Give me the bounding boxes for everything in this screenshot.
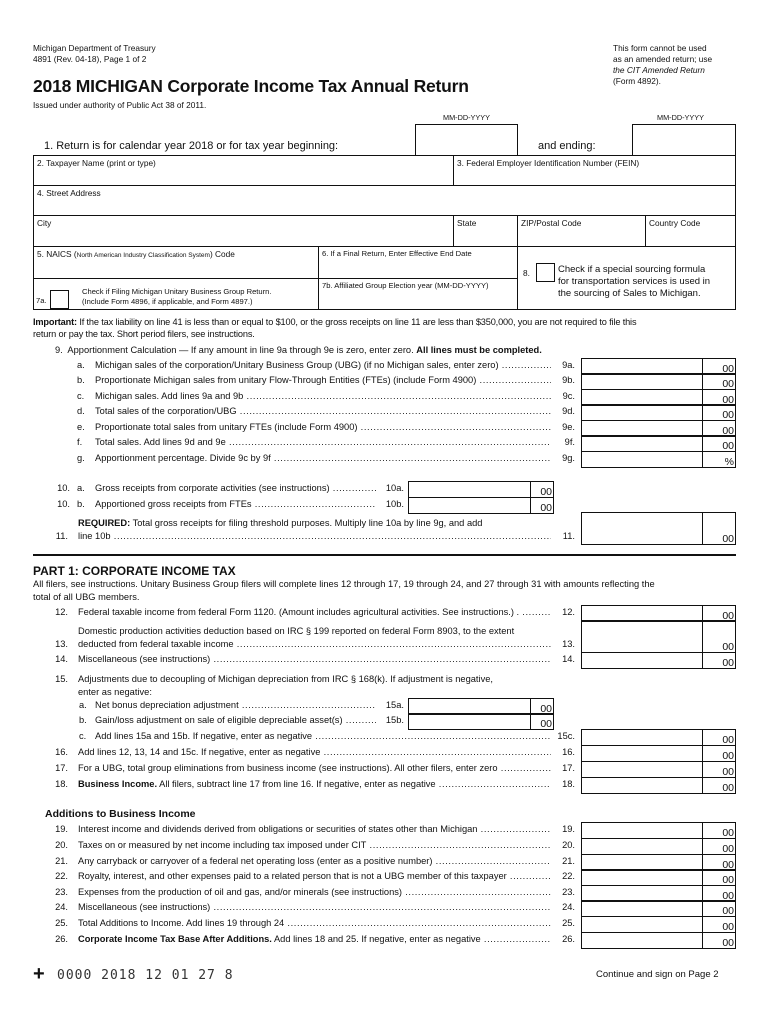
line-text-part: Taxes on or measured by net income including tax imposed under CIT	[78, 840, 367, 850]
line-17	[0, 762, 770, 778]
line-text-part: Gross receipts from corporate activities (see instructions)	[95, 483, 330, 493]
line-ref: 19.	[562, 824, 575, 834]
line-15a	[0, 699, 770, 715]
line-letter: g.	[77, 453, 85, 463]
line-letter: a.	[77, 360, 85, 370]
field-label: 6. If a Final Return, Enter Effective End Date	[322, 249, 472, 258]
line-9e	[0, 421, 770, 437]
line-ref: 13.	[562, 639, 575, 649]
amount-input-15b[interactable]	[408, 713, 554, 730]
form-revision: 4891 (Rev. 04-18), Page 1 of 2	[33, 54, 147, 64]
line-19	[0, 823, 770, 839]
line-text-part: Total gross receipts for filing threshold purposes. Multiply line 10a by line 9g, and add	[130, 518, 483, 528]
line-number: 12.	[55, 607, 68, 617]
notice-line: This form cannot be used	[613, 43, 707, 53]
street-address-field[interactable]	[33, 185, 736, 216]
date-format-label: MM-DD-YYYY	[657, 113, 705, 122]
line-number: 19.	[55, 824, 68, 834]
field-label: North American Industry Classification System	[76, 252, 210, 259]
line-number: 22.	[55, 871, 68, 881]
line-15b	[0, 714, 770, 730]
line-letter: a.	[79, 700, 87, 710]
line-ref: 18.	[562, 779, 575, 789]
authority-note: Issued under authority of Public Act 38 of 2011.	[33, 100, 207, 110]
line-text: Adjustments due to decoupling of Michigan depreciation from IRC § 168(k). If adjustment is negative,	[78, 674, 493, 684]
line-ref: 25.	[562, 918, 575, 928]
part1-title: PART 1: CORPORATE INCOME TAX	[33, 564, 236, 578]
cents-field-25: 00	[702, 916, 735, 933]
line-ref: 9d.	[562, 406, 575, 416]
important-text: return or pay the tax. Short period filers, see instructions.	[33, 329, 255, 339]
line-label	[95, 482, 376, 495]
sourcing-formula-section	[517, 246, 736, 310]
date-format-label: MM-DD-YYYY	[443, 113, 491, 122]
line-label	[95, 436, 551, 449]
line-label	[78, 901, 551, 914]
line-label	[78, 933, 551, 946]
line-label	[95, 405, 551, 418]
line-bold-text: Corporate Income Tax Base After Additions.	[78, 934, 272, 944]
line-20	[0, 839, 770, 855]
plus-mark: +	[33, 963, 45, 985]
line-ref: 9b.	[562, 375, 575, 385]
line-16	[0, 746, 770, 762]
cents-field-18: 00	[702, 777, 735, 794]
line-label	[78, 762, 551, 775]
line-9d	[0, 405, 770, 421]
line-text-part: Gain/loss adjustment on sale of eligible depreciable asset(s)	[95, 715, 343, 725]
naics-field[interactable]	[33, 246, 319, 279]
cents-field-15c: 00	[702, 729, 735, 746]
line-label	[78, 653, 551, 666]
ubg-return-section	[33, 278, 319, 310]
cents-field-9e: 00	[702, 420, 735, 437]
ubg-text: Check if Filing Michigan Unitary Business Group Return.	[82, 287, 272, 296]
ubg-return-checkbox[interactable]	[50, 290, 69, 309]
cents-field-9f: 00	[702, 435, 735, 452]
sourcing-text-line: the sourcing of Sales to Michigan.	[558, 288, 701, 299]
line-letter: a.	[77, 483, 85, 493]
line-text-part: Net bonus depreciation adjustment	[95, 700, 239, 710]
amount-input-15c[interactable]	[581, 729, 736, 746]
line-15c	[0, 730, 770, 746]
field-label: 7b. Affiliated Group Election year (MM-DD-YYYY)	[322, 281, 489, 290]
amended-notice	[613, 43, 712, 87]
continue-note: Continue and sign on Page 2	[596, 969, 719, 980]
line-ref: 15a.	[385, 700, 404, 710]
sourcing-text	[558, 264, 710, 300]
cents-field-9c: 00	[702, 389, 735, 406]
line-number: 15.	[55, 674, 68, 684]
line-label	[95, 714, 376, 727]
line-text: enter as negative:	[78, 687, 152, 697]
line-label	[78, 778, 551, 791]
cents-field-21: 00	[702, 854, 735, 871]
line-ref: 21.	[562, 856, 575, 866]
barcode-text: 0000 2018 12 01 27 8	[57, 968, 234, 983]
amount-input-26[interactable]	[581, 932, 736, 949]
line-number: 10.	[57, 499, 70, 509]
sourcing-formula-checkbox[interactable]	[536, 263, 555, 282]
important-note	[33, 316, 636, 340]
amount-input-9g[interactable]	[581, 451, 736, 468]
amount-input-9f[interactable]	[581, 435, 736, 452]
line-25	[0, 917, 770, 933]
sourcing-text-line: Check if a special sourcing formula	[558, 264, 706, 275]
line-text-part: Domestic production activities deduction based on IRC § 199 reported on federal Form 8903, to the extent	[78, 626, 515, 636]
and-ending-label: and ending:	[538, 140, 596, 152]
line-number: 20.	[55, 840, 68, 850]
line9-text: Apportionment Calculation — If any amount in line 9a through 9e is zero, enter zero.	[67, 345, 417, 355]
line-9c	[0, 390, 770, 406]
line-label	[78, 917, 551, 930]
line-label	[95, 390, 551, 403]
cents-field-17: 00	[702, 761, 735, 778]
line-text-part: Proportionate total sales from unitary FTEs (include Form 4900)	[95, 422, 358, 432]
line-bold-text: Business Income.	[78, 779, 158, 789]
line-ref: 9g.	[562, 453, 575, 463]
cents-field-9b: 00	[702, 373, 735, 390]
line-text-part: Miscellaneous (see instructions)	[78, 902, 211, 912]
line-21	[0, 855, 770, 871]
line1-label: 1. Return is for calendar year 2018 or for tax year beginning:	[44, 140, 339, 152]
affiliated-group-year-field[interactable]	[318, 278, 518, 310]
line-label	[78, 530, 551, 543]
line-ref: 9a.	[562, 360, 575, 370]
final-return-date-field[interactable]	[318, 246, 518, 279]
part1-description	[33, 578, 655, 603]
line-ref: 24.	[562, 902, 575, 912]
amount-input-17[interactable]	[581, 761, 736, 778]
cents-field-22: 00	[702, 869, 735, 886]
cents-field-14: 00	[702, 652, 735, 669]
line-14	[0, 653, 770, 669]
amount-input-19[interactable]	[581, 822, 736, 839]
line-number: 10.	[57, 483, 70, 493]
line-ref: 11.	[562, 531, 575, 541]
line-ref: 10a.	[385, 483, 404, 493]
line-number: 13.	[55, 639, 68, 649]
line-bold-text: REQUIRED:	[78, 518, 131, 528]
cents-field-11: 00	[702, 512, 735, 545]
line-9b	[0, 374, 770, 390]
line-number: 25.	[55, 918, 68, 928]
line-label	[78, 839, 551, 852]
line-label	[95, 374, 551, 387]
cents-field-16: 00	[702, 745, 735, 762]
line-number: 26.	[55, 934, 68, 944]
line-label	[78, 823, 551, 836]
line-label	[95, 359, 551, 372]
important-text: If the tax liability on line 41 is less than or equal to $100, or the gross receipts on line 11 are less than $350,000, you are not required to file this	[76, 317, 637, 327]
line-23	[0, 886, 770, 902]
line-label	[78, 886, 551, 899]
field-label: 3. Federal Employer Identification Number (FEIN)	[457, 158, 640, 168]
line-number: 14.	[55, 654, 68, 664]
important-label: Important:	[33, 317, 77, 327]
line-9a	[0, 359, 770, 375]
line-letter: d.	[77, 406, 85, 416]
line-text-part: Proportionate Michigan sales from unitary Flow-Through Entities (FTEs) (include Form 4900)	[95, 375, 477, 385]
line-text	[78, 517, 482, 530]
cents-field-24: 00	[702, 900, 735, 917]
line-letter: c.	[77, 391, 85, 401]
line-text-part: Miscellaneous (see instructions)	[78, 654, 211, 664]
line-18	[0, 778, 770, 794]
line-letter: b.	[77, 499, 85, 509]
notice-line: as an amended return; use	[613, 54, 713, 64]
line-ref: 23.	[562, 887, 575, 897]
line-15	[0, 673, 770, 697]
cents-field-9d: 00	[702, 404, 735, 421]
page-title: 2018 MICHIGAN Corporate Income Tax Annual Return	[33, 76, 469, 96]
description-line: total of all UBG members.	[33, 591, 140, 602]
line-label	[78, 606, 551, 619]
line-10b	[0, 498, 770, 514]
cents-field-9g: %	[702, 451, 735, 468]
line-10a	[0, 482, 770, 498]
line-label	[78, 855, 551, 868]
line-number: 18.	[55, 779, 68, 789]
line-label	[78, 638, 551, 651]
line-11	[0, 518, 770, 545]
line-letter: b.	[77, 375, 85, 385]
line-text-part: Royalty, interest, and other expenses paid to a related person that is not a UBG member of this taxpayer	[78, 871, 507, 881]
cents-field-23: 00	[702, 885, 735, 902]
section-divider	[33, 554, 736, 556]
line9-bold-text: All lines must be completed.	[416, 345, 542, 355]
cents-field-15a: 00	[530, 698, 553, 715]
line-number: 9.	[55, 345, 63, 355]
line-ref: 22.	[562, 871, 575, 881]
cents-field-12: 00	[702, 605, 735, 622]
line-13	[0, 626, 770, 653]
line-text-part: Total sales of the corporation/UBG	[95, 406, 237, 416]
field-label: ZIP/Postal Code	[521, 218, 582, 228]
line-ref: 15b.	[385, 715, 404, 725]
amount-input-13[interactable]	[581, 620, 736, 653]
cents-field-26: 00	[702, 932, 735, 949]
amount-input-9d[interactable]	[581, 404, 736, 421]
line-number: 16.	[55, 747, 68, 757]
line-text-part: Apportioned gross receipts from FTEs	[95, 499, 252, 509]
line-text-part: line 10b	[78, 531, 111, 541]
notice-line: the CIT Amended Return	[613, 65, 705, 75]
cents-field-20: 00	[702, 838, 735, 855]
line-label	[95, 421, 551, 434]
line-number: 24.	[55, 902, 68, 912]
line-9g	[0, 452, 770, 468]
zip-field[interactable]	[517, 215, 646, 247]
field-label: State	[457, 218, 477, 228]
line-ref: 10b.	[385, 499, 404, 509]
line-number: 21.	[55, 856, 68, 866]
field-label: City	[37, 218, 52, 228]
line-ref: 26.	[562, 934, 575, 944]
cents-field-9a: 00	[702, 358, 735, 375]
line-text-part: Total Additions to Income. Add lines 19 through 24	[78, 918, 285, 928]
line-ref: 9c.	[562, 391, 575, 401]
line9-heading	[55, 345, 542, 355]
line-number: 11.	[55, 531, 68, 541]
line-ref: 12.	[562, 607, 575, 617]
line-label	[78, 746, 551, 759]
city-field[interactable]	[33, 215, 454, 247]
cents-field-10b: 00	[530, 497, 553, 514]
amount-input-11[interactable]	[581, 512, 736, 545]
fein-field[interactable]	[453, 155, 736, 186]
line-letter: f.	[77, 437, 83, 447]
line-text-part: Michigan sales. Add lines 9a and 9b	[95, 391, 244, 401]
state-field[interactable]	[453, 215, 518, 247]
cents-field-19: 00	[702, 822, 735, 839]
tax-year-begin-input[interactable]	[415, 124, 518, 156]
line-text-part: Apportionment percentage. Divide 9c by 9f	[95, 453, 271, 463]
amount-input-22[interactable]	[581, 869, 736, 886]
line-text-part: For a UBG, total group eliminations from business income (see instructions). All other filers, enter zero	[78, 763, 498, 773]
line-ref: 16.	[562, 747, 575, 757]
line-text-part: Expenses from the production of oil and gas, and/or minerals (see instructions)	[78, 887, 403, 897]
line-number: 17.	[55, 763, 68, 773]
field-label: 4. Street Address	[37, 188, 101, 198]
tax-year-end-input[interactable]	[632, 124, 736, 156]
amount-input-10b[interactable]	[408, 497, 554, 514]
field-label: ) Code	[209, 249, 235, 259]
line-text-part: Michigan sales of the corporation/Unitary Business Group (UBG) (if no Michigan sales, enter zero)	[95, 360, 499, 370]
line-text-part: Interest income and dividends derived from obligations or securities of states other than Michigan	[78, 824, 478, 834]
line8-label: 8.	[523, 268, 530, 278]
line-text-part: Add lines 18 and 25. If negative, enter as negative	[271, 934, 481, 944]
amount-input-25[interactable]	[581, 916, 736, 933]
field-label: 5. NAICS (	[37, 249, 77, 259]
line-22	[0, 870, 770, 886]
line-text-part: deducted from federal taxable income	[78, 639, 234, 649]
description-line: All filers, see instructions. Unitary Business Group filers will complete lines 12 through 17, 19 through 24, and 27 through 31 with amounts reflecting the	[33, 579, 655, 589]
line-label	[95, 730, 551, 743]
line-12	[0, 606, 770, 622]
amount-input-14[interactable]	[581, 652, 736, 669]
line-text-part: Federal taxable income from federal Form 1120. (Amount includes agricultural activities. See instructions.) .	[78, 607, 520, 617]
line-ref: 9f.	[564, 437, 575, 447]
line-label	[95, 452, 551, 465]
ubg-text: (Include Form 4896, if applicable, and Form 4897.)	[82, 297, 253, 306]
line-label	[78, 870, 551, 883]
line-ref: 9e.	[562, 422, 575, 432]
sourcing-text-line: for transportation services is used in	[558, 276, 711, 287]
amount-input-24[interactable]	[581, 900, 736, 917]
line-text-part: Add lines 15a and 15b. If negative, enter as negative	[95, 731, 313, 741]
field-label: 2. Taxpayer Name (print or type)	[37, 158, 156, 168]
line-letter: c.	[79, 731, 87, 741]
amount-input-20[interactable]	[581, 838, 736, 855]
line-text-part: Total sales. Add lines 9d and 9e	[95, 437, 226, 447]
line-24	[0, 901, 770, 917]
amount-input-16[interactable]	[581, 745, 736, 762]
line-label	[95, 699, 376, 712]
line-text	[78, 625, 514, 638]
line-26	[0, 933, 770, 949]
line-text-part: All filers, subtract line 17 from line 16. If negative, enter as negative	[157, 779, 436, 789]
department: Michigan Department of Treasury	[33, 43, 156, 53]
cents-field-13: 00	[702, 620, 735, 653]
notice-line: (Form 4892).	[613, 76, 661, 86]
taxpayer-name-field[interactable]	[33, 155, 454, 186]
cents-field-15b: 00	[530, 713, 553, 730]
amount-input-10a[interactable]	[408, 481, 554, 498]
amount-input-9b[interactable]	[581, 373, 736, 390]
line-letter: e.	[77, 422, 85, 432]
line-ref: 14.	[562, 654, 575, 664]
field-label: Country Code	[649, 218, 701, 228]
line-letter: b.	[79, 715, 87, 725]
line7a-label: 7a.	[36, 296, 47, 305]
line-ref: 17.	[562, 763, 575, 773]
additions-title: Additions to Business Income	[45, 808, 196, 820]
country-code-field[interactable]	[645, 215, 736, 247]
line-9f	[0, 436, 770, 452]
amount-input-18[interactable]	[581, 777, 736, 794]
line-ref: 20.	[562, 840, 575, 850]
line-ref: 15c.	[557, 731, 575, 741]
cents-field-10a: 00	[530, 481, 553, 498]
line-text-part: Add lines 12, 13, 14 and 15c. If negative, enter as negative	[78, 747, 321, 757]
line-number: 23.	[55, 887, 68, 897]
line-text-part: Any carryback or carryover of a federal net operating loss (enter as a positive number)	[78, 856, 433, 866]
line-label	[95, 498, 376, 511]
